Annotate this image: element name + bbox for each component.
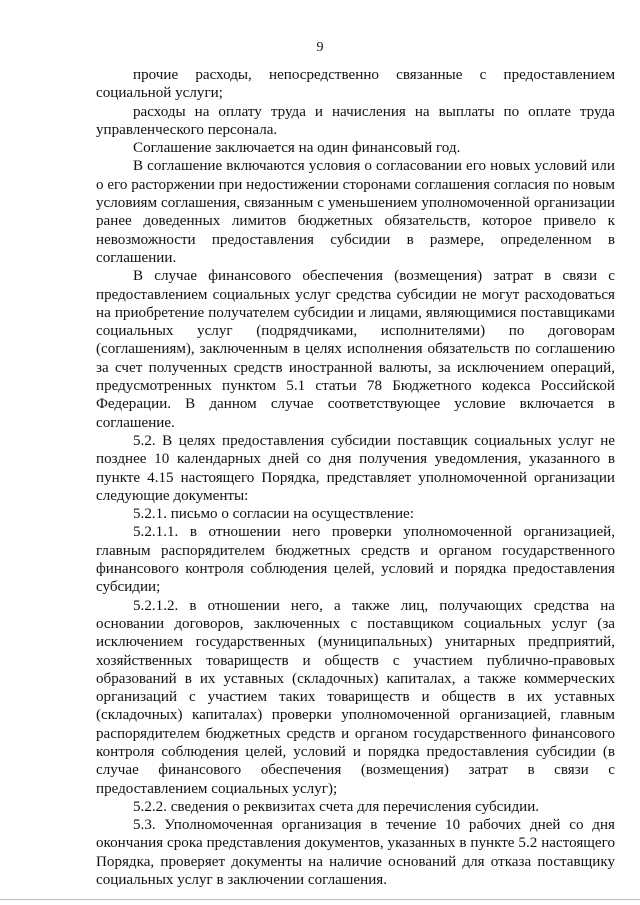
paragraph-5-2-1: 5.2.1. письмо о согласии на осуществление: bbox=[133, 506, 414, 523]
paragraph-agreement-term: Соглашение заключается на один финансовый год. bbox=[133, 140, 461, 157]
paragraph-5-2-1-1: 5.2.1.1. в отношении него проверки уполномоченной организацией, главным распорядителем бюджетных средств и органом государственного финансового контроля соблюдения целей, условий и порядка предоставления субсидии; bbox=[96, 524, 615, 596]
paragraph-5-2: 5.2. В целях предоставления субсидии поставщик социальных услуг не позднее 10 календарных дней со дня получения уведомления, указанного в пункте 4.15 настоящего Порядка, представляет уполномоченной организации следующие документы: bbox=[96, 432, 615, 504]
paragraph-labor-expenses: расходы на оплату труда и начисления на выплаты по оплате труда управленческого персонала. bbox=[96, 103, 615, 138]
paragraph-foreign-currency: В случае финансового обеспечения (возмещения) затрат в связи с предоставлением социальных услуг средства субсидии не могут расходоваться на приобретение получателем субсидии и лицами, являющимися поставщиками социальных услуг (подрядчиками, исполнителями) по договорам (соглашениям), заключенным в целях исполнения обязательств по соглашению за счет полученных средств иностранной валюты, за исключением операций, предусмотренных пунктом 5.1 статьи 78 Бюджетного кодекса Российской Федерации. В данном случае соответствующее условие включается в соглашение. bbox=[96, 268, 615, 431]
paragraph-5-3: 5.3. Уполномоченная организация в течение 10 рабочих дней со дня окончания срока представления документов, указанных в пункте 5.2 настоящего Порядка, проверяет документы на наличие оснований для отказа поставщику социальных услуг в заключении соглашения. bbox=[96, 817, 615, 889]
paragraph-5-2-1-2: 5.2.1.2. в отношении него, а также лиц, получающих средства на основании договоров, заключенных с поставщиком социальных услуг (за исключением государственных (муниципальных) унитарных предприятий, хозяйственных товариществ и обществ с участием публично-правовых образований в их уставных (складочных) капиталах, а также коммерческих организаций с участием таких товариществ и обществ в их уставных (складочных) капиталах) проверки уполномоченной организацией, главным распорядителем бюджетных средств и органом государственного финансового контроля соблюдения целей, условий и порядка предоставления субсидии (в случае финансового обеспечения (возмещения) затрат в связи с предоставлением социальных услуг); bbox=[96, 597, 615, 797]
paragraph-5-2-2: 5.2.2. сведения о реквизитах счета для перечисления субсидии. bbox=[133, 798, 540, 815]
paragraph-other-expenses: прочие расходы, непосредственно связанные с предоставлением социальной услуги; bbox=[96, 67, 615, 102]
scan-bottom-edge bbox=[0, 899, 640, 900]
paragraph-agreement-conditions: В соглашение включаются условия о согласовании его новых условий или о его расторжении при недостижении сторонами соглашения согласия по новым условиям соглашения, связанным с уменьшением уполномоченной организации ранее доведенных лимитов бюджетных обязательств, которое привело к невозможности предоставления субсидии в размере, определенном в соглашении. bbox=[96, 158, 615, 266]
page-number: 9 bbox=[316, 40, 324, 55]
document-body bbox=[96, 66, 615, 889]
